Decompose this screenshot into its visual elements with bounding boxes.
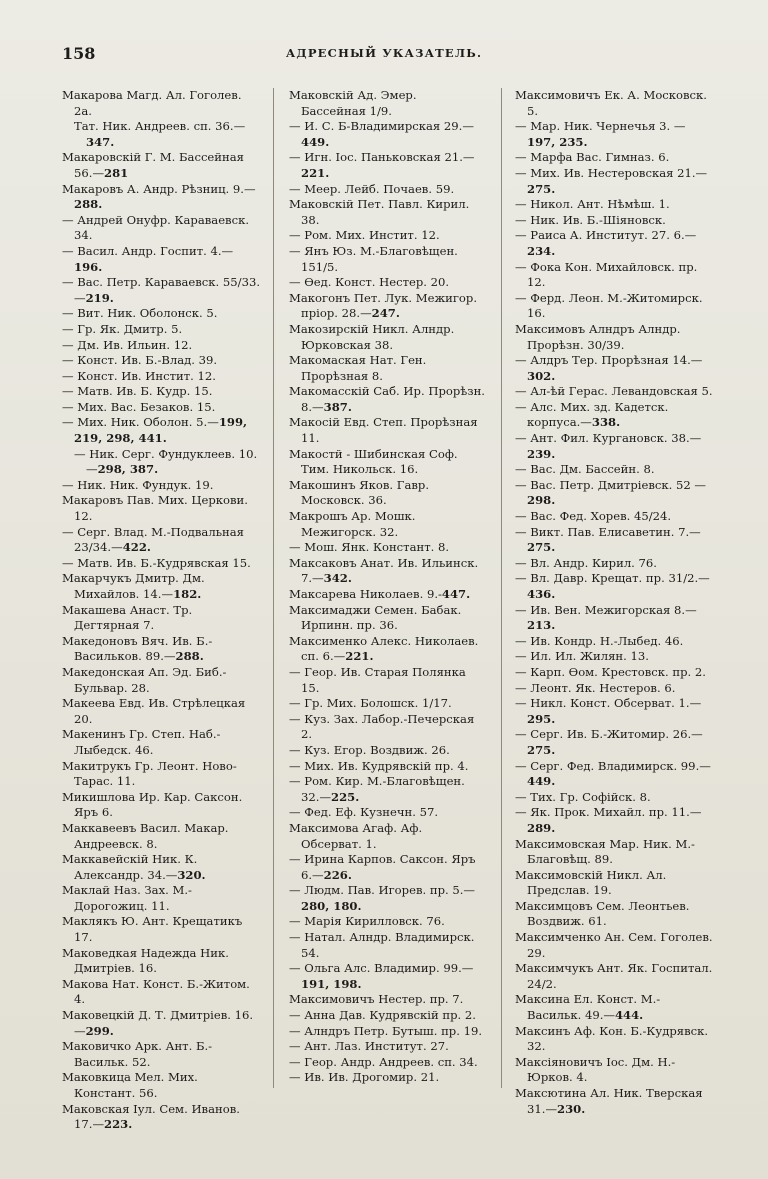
directory-entry (62, 384, 260, 400)
entry-text: — Матв. Ив. Б.-Кудрявская 15. (62, 555, 251, 570)
entry-phone-number: 436. (527, 587, 556, 601)
directory-entry (515, 961, 713, 992)
entry-text: Макитрукъ Гр. Леонт. Ново-Тарас. 11. (62, 758, 237, 789)
address-column-3 (515, 88, 713, 1117)
directory-entry (515, 759, 713, 790)
directory-entry (515, 88, 713, 119)
directory-entry (515, 837, 713, 868)
entry-text: — Ив. Кондр. Н.-Лыбед. 46. (515, 633, 684, 648)
entry-text: — Людм. Пав. Игорев. пр. 5.— (289, 883, 476, 898)
entry-text: — Меер. Лейб. Почаев. 59. (289, 181, 455, 196)
directory-entry (62, 150, 260, 181)
directory-entry (515, 478, 713, 509)
directory-entry (62, 821, 260, 852)
directory-entry (289, 447, 485, 478)
entry-phone-number: 230. (557, 1101, 586, 1116)
entry-phone-number: 444. (614, 1008, 644, 1023)
entry-text: Макаровъ А. Андр. Рѣзниц. 9.— (62, 181, 256, 196)
entry-phone-number: 447. (441, 587, 471, 601)
entry-phone-number: 275. (527, 742, 556, 757)
entry-text: Максимовъ Алндръ Алндр. Прорѣзн. 30/39. (515, 321, 681, 352)
entry-text: Маковичко Арк. Ант. Б.-Васильк. 52. (62, 1039, 213, 1069)
directory-entry (289, 992, 485, 1008)
page-title: АДРЕСНЫЙ УКАЗАТЕЛЬ. (285, 46, 483, 60)
directory-entry (515, 603, 713, 634)
directory-entry (289, 556, 485, 587)
directory-entry (62, 338, 260, 354)
entry-text: — Мош. Янк. Констант. 8. (289, 540, 450, 555)
directory-entry (515, 213, 713, 229)
entry-text: Макогонъ Пет. Лук. Межигор. пріор. 28.— (289, 290, 478, 321)
entry-text: Максимчукъ Ант. Як. Госпитал. 24/2. (515, 961, 713, 991)
entry-text: — Ник. Ив. Б.-Шіяновск. (515, 212, 666, 227)
entry-text: Макаровскій Г. М. Бассейная 56.— (62, 150, 244, 180)
entry-text: Максимовичъ Ек. А. Московск. 5. (515, 88, 707, 118)
entry-text: — Раиса А. Институт. 27. 6.— (515, 228, 697, 243)
entry-text: — Ив. Ив. Дрогомир. 21. (289, 1070, 440, 1085)
entry-text: — Алдръ Тер. Прорѣзная 14.— (515, 353, 703, 368)
entry-phone-number: 213. (527, 618, 556, 633)
entry-text: — Гр. Як. Дмитр. 5. (62, 321, 183, 336)
entry-text: — Серг. Фед. Владимирск. 99.— (515, 758, 711, 773)
entry-text: Макошинъ Яков. Гавр. Московск. 36. (289, 477, 430, 508)
entry-text: — Фед. Еф. Кузнечн. 57. (289, 805, 439, 820)
directory-entry (62, 634, 260, 665)
directory-entry (515, 649, 713, 665)
directory-entry (289, 182, 485, 198)
entry-text: Максимцовъ Сем. Леонтьев. Воздвиж. 61. (515, 898, 690, 929)
entry-text: — Тих. Гр. Софійск. 8. (515, 789, 651, 804)
entry-text: Максимовскій Никл. Ал. Предслав. 19. (515, 867, 667, 898)
directory-entry (289, 805, 485, 821)
directory-entry (289, 119, 485, 150)
directory-entry (515, 384, 713, 400)
entry-text: Макенинъ Гр. Степ. Наб.-Лыбедск. 46. (62, 727, 221, 757)
directory-entry (289, 1055, 485, 1071)
directory-entry (289, 478, 485, 509)
directory-entry (515, 228, 713, 259)
entry-phone-number: 234. (527, 243, 556, 258)
column-divider (273, 88, 274, 1088)
entry-text: Максаковъ Анат. Ив. Ильинск. 7.— (289, 555, 479, 586)
directory-entry (515, 1055, 713, 1086)
directory-entry (62, 275, 260, 306)
entry-phone-number: 221. (345, 649, 374, 664)
entry-text: — Ант. Лаз. Институт. 27. (289, 1039, 449, 1054)
directory-entry (289, 384, 485, 415)
entry-phone-number: 275. (527, 181, 556, 196)
entry-phone-number: 342. (323, 571, 352, 586)
entry-text: Максимченко Ан. Сем. Гоголев. 29. (515, 930, 713, 960)
entry-text: — Конст. Ив. Б.-Влад. 39. (62, 353, 218, 368)
directory-entry (515, 571, 713, 602)
entry-text: — Никол. Ант. Нѣмѣш. 1. (515, 197, 670, 212)
entry-text: Маклякъ Ю. Ант. Крещатикъ 17. (62, 914, 243, 945)
entry-text: Макаровъ Пав. Мих. Церкови. 12. (62, 493, 248, 524)
entry-text: — Ант. Фил. Кургановск. 38.— (515, 431, 702, 446)
entry-text: Маковедкая Надежда Ник. Дмитріев. 16. (62, 945, 229, 976)
directory-entry (62, 353, 260, 369)
entry-phone-number: 299. (85, 1023, 114, 1038)
directory-entry (62, 244, 260, 275)
entry-phone-number: 302. (527, 368, 556, 383)
entry-text: Максимаджи Семен. Бабак. Ирпинн. пр. 36. (289, 602, 462, 633)
entry-text: — Куз. Зах. Лабор.-Печерская 2. (289, 711, 475, 742)
directory-entry (515, 431, 713, 462)
directory-entry (289, 759, 485, 775)
entry-phone-number: 338. (591, 415, 621, 430)
entry-text: — Вит. Ник. Оболонск. 5. (62, 306, 218, 321)
directory-entry (62, 1008, 260, 1039)
entry-text: Максина Ел. Конст. М.-Васильк. 49.— (515, 992, 661, 1023)
directory-entry (515, 899, 713, 930)
directory-entry (62, 1102, 260, 1133)
directory-entry (62, 369, 260, 385)
entry-text: — Мар. Ник. Чернечья 3. — (515, 119, 686, 134)
entry-phone-number: 347. (86, 134, 115, 149)
entry-phone-number: 225. (331, 789, 360, 804)
directory-entry (62, 946, 260, 977)
entry-text: — Ил. Ил. Жилян. 13. (515, 649, 649, 664)
entry-text: Макосій Евд. Степ. Прорѣзная 11. (289, 415, 478, 446)
entry-text: Макомасскій Саб. Ир. Прорѣзн. 8.— (289, 384, 485, 414)
directory-entry (289, 914, 485, 930)
directory-entry (289, 1024, 485, 1040)
directory-entry (515, 260, 713, 291)
entry-text: Максіяновичъ Іос. Дм. Н.-Юрков. 4. (515, 1054, 676, 1085)
entry-phone-number: 191, 198. (301, 976, 362, 991)
entry-phone-number: 289. (527, 820, 556, 835)
entry-phone-number: 219. (85, 290, 114, 305)
directory-entry (515, 525, 713, 556)
entry-text: Тат. Ник. Андреев. сп. 36.— (74, 119, 246, 134)
entry-text: Максарева Николаев. 9.- (289, 587, 442, 601)
directory-entry (289, 665, 485, 696)
entry-text: — И. С. Б-Владимирская 29.— (289, 119, 474, 134)
entry-text: — Ром. Кир. М.-Благовѣщен. 32.— (289, 774, 465, 804)
entry-text: Максютина Ал. Ник. Тверская 31.— (515, 1086, 703, 1116)
directory-entry (515, 1024, 713, 1055)
directory-entry (515, 681, 713, 697)
entry-phone-number: 288. (74, 197, 103, 212)
column-divider (501, 88, 502, 1088)
entry-phone-number: 298, 387. (97, 462, 159, 477)
entry-text: Макеева Евд. Ив. Стрѣлецкая 20. (62, 696, 246, 726)
directory-entry (62, 883, 260, 914)
directory-entry (289, 587, 485, 603)
directory-entry (289, 275, 485, 291)
directory-entry (289, 1070, 485, 1086)
directory-entry (289, 961, 485, 992)
entry-text: Маковская Іул. Сем. Иванов. 17.— (62, 1101, 240, 1132)
entry-phone-number: 387. (323, 399, 352, 414)
entry-text: Макова Нат. Конст. Б.-Житом. 4. (62, 976, 250, 1007)
entry-text: — Викт. Пав. Елисаветин. 7.— (515, 524, 701, 539)
directory-entry (515, 322, 713, 353)
entry-text: — Фока Кон. Михайловск. пр. 12. (515, 259, 698, 290)
entry-text: — Дм. Ив. Ильин. 12. (62, 337, 193, 352)
entry-text: — Гр. Мих. Болошск. 1/17. (289, 696, 452, 711)
entry-text: — Вас. Дм. Бассейн. 8. (515, 462, 655, 477)
entry-text: — Ѳед. Конст. Нестер. 20. (289, 275, 450, 290)
entry-text: — Куз. Егор. Воздвиж. 26. (289, 742, 450, 757)
directory-entry (289, 353, 485, 384)
entry-text: Максименко Алекс. Николаев. сп. 6.— (289, 633, 479, 664)
directory-entry (62, 478, 260, 494)
directory-entry (515, 665, 713, 681)
directory-entry (62, 182, 260, 213)
entry-text: Македонская Ап. Эд. Биб.-Бульвар. 28. (62, 664, 227, 695)
entry-text: — Ольга Алс. Владимир. 99.— (289, 961, 474, 976)
entry-text: — Васил. Андр. Госпит. 4.— (62, 243, 234, 258)
directory-entry (289, 244, 485, 275)
directory-entry (515, 634, 713, 650)
directory-entry (289, 634, 485, 665)
entry-phone-number: 288. (175, 649, 204, 664)
directory-entry (515, 696, 713, 727)
directory-entry (62, 759, 260, 790)
entry-text: — Никл. Конст. Обсерват. 1.— (515, 696, 702, 711)
directory-entry (62, 88, 260, 119)
directory-entry (515, 150, 713, 166)
entry-phone-number: 197, 235. (527, 134, 588, 149)
directory-entry (515, 790, 713, 806)
entry-phone-number: 275. (527, 540, 556, 555)
entry-text: — Вас. Петр. Дмитріевск. 52 — (515, 477, 706, 492)
directory-entry (515, 992, 713, 1023)
entry-text: — Геор. Андр. Андреев. сп. 34. (289, 1054, 478, 1069)
directory-entry (289, 712, 485, 743)
entry-phone-number: 182. (173, 587, 202, 601)
directory-entry (62, 400, 260, 416)
entry-text: Максинъ Аф. Кон. Б.-Кудрявск. 32. (515, 1023, 709, 1054)
directory-entry (515, 462, 713, 478)
entry-text: — Мих. Вас. Безаков. 15. (62, 399, 216, 414)
directory-entry (515, 291, 713, 322)
entry-text: — Алс. Мих. зд. Кадетск. корпуса.— (515, 399, 669, 430)
entry-text: — Конст. Ив. Инстит. 12. (62, 368, 216, 383)
entry-text: — Алндръ Петр. Бутыш. пр. 19. (289, 1023, 483, 1038)
directory-entry (515, 119, 713, 150)
entry-text: — Игн. Іос. Паньковская 21.— (289, 150, 475, 165)
entry-text: Македоновъ Вяч. Ив. Б.-Васильков. 89.— (62, 633, 213, 664)
directory-entry (289, 150, 485, 181)
entry-text: — Ирина Карпов. Саксон. Яръ 6.— (289, 852, 476, 882)
entry-text: — Марія Кирилловск. 76. (289, 914, 445, 929)
directory-entry (62, 415, 260, 446)
entry-phone-number: 223. (104, 1117, 133, 1132)
entry-text: — Марфа Вас. Гимназ. 6. (515, 150, 670, 165)
entry-text: Маковскій Пет. Павл. Кирил. 38. (289, 197, 470, 227)
entry-text: — Серг. Влад. М.-Подвальная 23/34.— (62, 524, 244, 555)
directory-entry (289, 1039, 485, 1055)
entry-text: — Карп. Ѳом. Крестовск. пр. 2. (515, 664, 706, 679)
directory-entry (515, 353, 713, 384)
entry-text: — Ал-ѣй Герас. Левандовская 5. (515, 384, 713, 399)
directory-entry (289, 1008, 485, 1024)
directory-entry (62, 790, 260, 821)
entry-text: Маковкица Мел. Мих. Констант. 56. (62, 1070, 198, 1100)
directory-entry (289, 197, 485, 228)
entry-phone-number: 449. (301, 134, 330, 149)
directory-entry (62, 119, 260, 150)
directory-entry (289, 930, 485, 961)
directory-entry (289, 415, 485, 446)
entry-text: Маккавейскій Ник. К. Александр. 34.— (62, 852, 198, 882)
entry-text: — Анна Дав. Кудрявскій пр. 2. (289, 1008, 476, 1023)
entry-text: Маковскій Ад. Эмер. Бассейная 1/9. (289, 88, 417, 118)
entry-phone-number: 422. (122, 540, 151, 555)
entry-text: Маковецкій Д. Т. Дмитріев. 16.— (62, 1008, 254, 1038)
entry-phone-number: 298. (527, 493, 556, 508)
directory-entry (289, 821, 485, 852)
directory-entry (62, 852, 260, 883)
entry-text: — Андрей Онуфр. Караваевск. 34. (62, 212, 250, 243)
directory-entry (515, 509, 713, 525)
directory-entry (62, 1039, 260, 1070)
entry-text: — Геор. Ив. Старая Полянка 15. (289, 664, 466, 695)
entry-phone-number: 295. (527, 711, 556, 726)
directory-entry (62, 696, 260, 727)
entry-phone-number: 281 (104, 165, 129, 180)
page-number: 158 (62, 44, 96, 63)
entry-text: — Янъ Юз. М.-Благовѣщен. 151/5. (289, 243, 458, 274)
directory-entry (62, 493, 260, 524)
entry-phone-number: 449. (527, 774, 556, 789)
directory-entry (62, 556, 260, 572)
directory-entry (515, 727, 713, 758)
entry-phone-number: 199, 219, 298, 441. (74, 415, 248, 446)
directory-entry (62, 977, 260, 1008)
entry-text: — Вас. Фед. Хорев. 45/24. (515, 509, 672, 524)
entry-text: Маклай Наз. Зах. М.-Дорогожиц. 11. (62, 883, 192, 913)
directory-entry (62, 1070, 260, 1101)
entry-phone-number: 239. (527, 446, 556, 461)
directory-entry (62, 447, 260, 478)
directory-entry (289, 696, 485, 712)
entry-text: Макашева Анаст. Тр. Дегтярная 7. (62, 602, 193, 633)
entry-phone-number: 280, 180. (301, 898, 362, 913)
entry-text: — Ферд. Леон. М.-Житомирск. 16. (515, 290, 703, 321)
directory-entry (289, 88, 485, 119)
directory-entry (289, 509, 485, 540)
directory-entry (289, 291, 485, 322)
entry-phone-number: 196. (74, 259, 103, 274)
directory-entry (515, 805, 713, 836)
entry-phone-number: 320. (177, 867, 206, 882)
entry-text: Максимовская Мар. Ник. М.-Благовѣщ. 89. (515, 836, 695, 867)
directory-entry (289, 743, 485, 759)
directory-entry (62, 525, 260, 556)
entry-text: — Вл. Давр. Крещат. пр. 31/2.— (515, 571, 710, 586)
entry-text: — Леонт. Як. Нестеров. 6. (515, 680, 676, 695)
address-column-1 (62, 88, 260, 1133)
directory-entry (289, 228, 485, 244)
entry-text: — Ник. Серг. Фундуклеев. 10.— (74, 446, 258, 477)
directory-entry (289, 883, 485, 914)
entry-text: — Вл. Андр. Кирил. 76. (515, 555, 657, 570)
entry-phone-number: 226. (323, 867, 352, 882)
directory-entry (515, 1086, 713, 1117)
directory-entry (62, 665, 260, 696)
address-column-2 (289, 88, 485, 1086)
directory-entry (515, 166, 713, 197)
entry-phone-number: 247. (371, 306, 400, 321)
directory-entry (515, 400, 713, 431)
entry-text: — Ром. Мих. Инстит. 12. (289, 228, 440, 243)
directory-entry (515, 197, 713, 213)
entry-text: — Мих. Ник. Оболон. 5.— (62, 415, 219, 430)
directory-entry (515, 868, 713, 899)
entry-text: Макарчукъ Дмитр. Дм. Михайлов. 14.— (62, 571, 205, 601)
directory-entry (62, 322, 260, 338)
entry-phone-number: 221. (301, 165, 330, 180)
directory-entry (62, 213, 260, 244)
page-header (62, 44, 706, 66)
entry-text: Макрошъ Ар. Мошк. Межигорск. 32. (289, 509, 416, 539)
directory-entry (62, 306, 260, 322)
entry-text: — Серг. Ив. Б.-Житомир. 26.— (515, 727, 703, 742)
directory-entry (289, 322, 485, 353)
directory-entry (289, 540, 485, 556)
entry-text: — Мих. Ив. Нестеровская 21.— (515, 165, 708, 180)
entry-text: — Вас. Петр. Караваевск. 55/33.— (62, 275, 260, 305)
entry-text: — Матв. Ив. Б. Кудр. 15. (62, 384, 213, 399)
directory-entry (515, 556, 713, 572)
entry-text: — Ник. Ник. Фундук. 19. (62, 477, 214, 492)
entry-text: Максимова Агаф. Аф. Обсерват. 1. (289, 820, 423, 851)
directory-entry (289, 852, 485, 883)
directory-entry (62, 571, 260, 602)
entry-text: Максимовичъ Нестер. пр. 7. (289, 992, 464, 1007)
entry-text: — Мих. Ив. Кудрявскій пр. 4. (289, 758, 469, 773)
entry-text: Макарова Магд. Ал. Гоголев. 2а. (62, 88, 242, 118)
directory-entry (62, 603, 260, 634)
directory-entry (515, 930, 713, 961)
directory-entry (62, 727, 260, 758)
entry-text: Макостй - Шибинская Соф. Тим. Никольск. 16. (289, 446, 458, 477)
entry-text: Макозирскій Никл. Алндр. Юрковская 38. (289, 321, 455, 352)
entry-text: — Ив. Вен. Межигорская 8.— (515, 602, 697, 617)
entry-text: Маккавеевъ Васил. Макар. Андреевск. 8. (62, 820, 229, 851)
entry-text: Макомаская Нат. Ген. Прорѣзная 8. (289, 353, 427, 383)
directory-entry (289, 774, 485, 805)
directory-entry (62, 914, 260, 945)
entry-text: Микишлова Ир. Кар. Саксон. Яръ 6. (62, 789, 243, 820)
directory-entry (289, 603, 485, 634)
entry-text: — Як. Прок. Михайл. пр. 11.— (515, 805, 702, 820)
entry-text: — Натал. Алндр. Владимирск. 54. (289, 930, 475, 960)
